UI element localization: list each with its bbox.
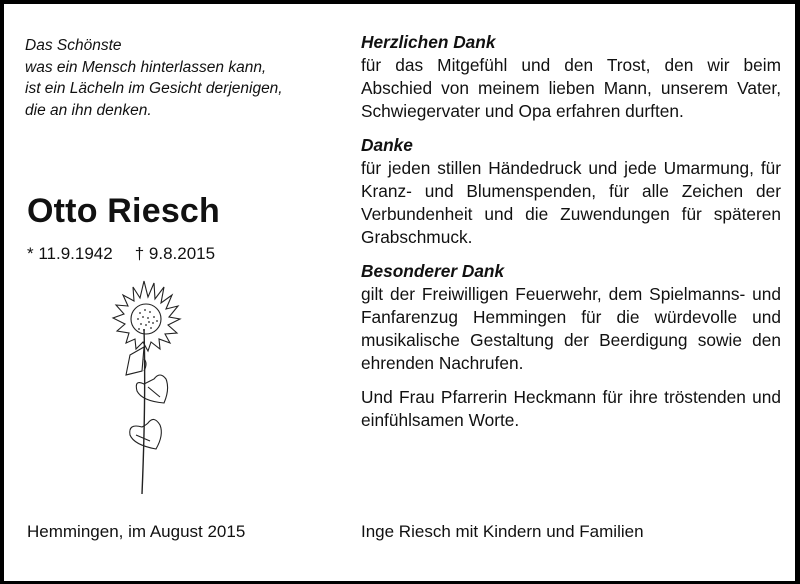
section-besonderer-dank: [361, 260, 781, 375]
section-text: für jeden stillen Händedruck und jede Umarmung, für Kranz- und Blumenspenden, für alle Zeichen der Verbundenheit und die Zuwendungen für späteren Grabschmuck.: [361, 158, 781, 247]
acknowledgements: [361, 31, 781, 443]
section-herzlichen-dank: [361, 31, 781, 123]
section-pfarrerin: [361, 386, 781, 432]
section-heading: Besonderer Dank: [361, 261, 505, 281]
section-heading: Herzlichen Dank: [361, 32, 496, 52]
section-text: Und Frau Pfarrerin Heckmann für ihre tröstenden und einfühlsamen Worte.: [361, 387, 781, 430]
section-danke: [361, 134, 781, 249]
quote-line: ist ein Lächeln im Gesicht derjenigen,: [25, 80, 283, 97]
birth-date: * 11.9.1942: [27, 244, 113, 263]
memorial-quote: [25, 35, 345, 121]
place-and-date: Hemmingen, im August 2015: [27, 522, 246, 541]
sunflower-icon: [104, 279, 184, 499]
quote-line: was ein Mensch hinterlassen kann,: [25, 58, 267, 76]
death-date: † 9.8.2015: [134, 244, 216, 263]
quote-line: die an ihn denken.: [25, 101, 152, 119]
section-text: für das Mitgefühl und den Trost, den wir beim Abschied von meinem lieben Mann, unserem Vater, Schwiegervater und Opa erfahren durften.: [361, 55, 781, 121]
obituary-thank-you-notice: [4, 4, 795, 581]
deceased-name: Otto Riesch: [27, 192, 221, 230]
section-heading: Danke: [361, 135, 413, 155]
quote-line: Das Schönste: [25, 37, 122, 54]
section-text: gilt der Freiwilligen Feuerwehr, dem Spielmanns- und Fanfarenzug Hemmingen für die würdevolle und musikalische Gestaltung der Beerdigung sowie den ehrenden Nachrufen.: [361, 284, 781, 373]
signature: Inge Riesch mit Kindern und Familien: [361, 522, 644, 541]
life-dates: [27, 244, 215, 264]
